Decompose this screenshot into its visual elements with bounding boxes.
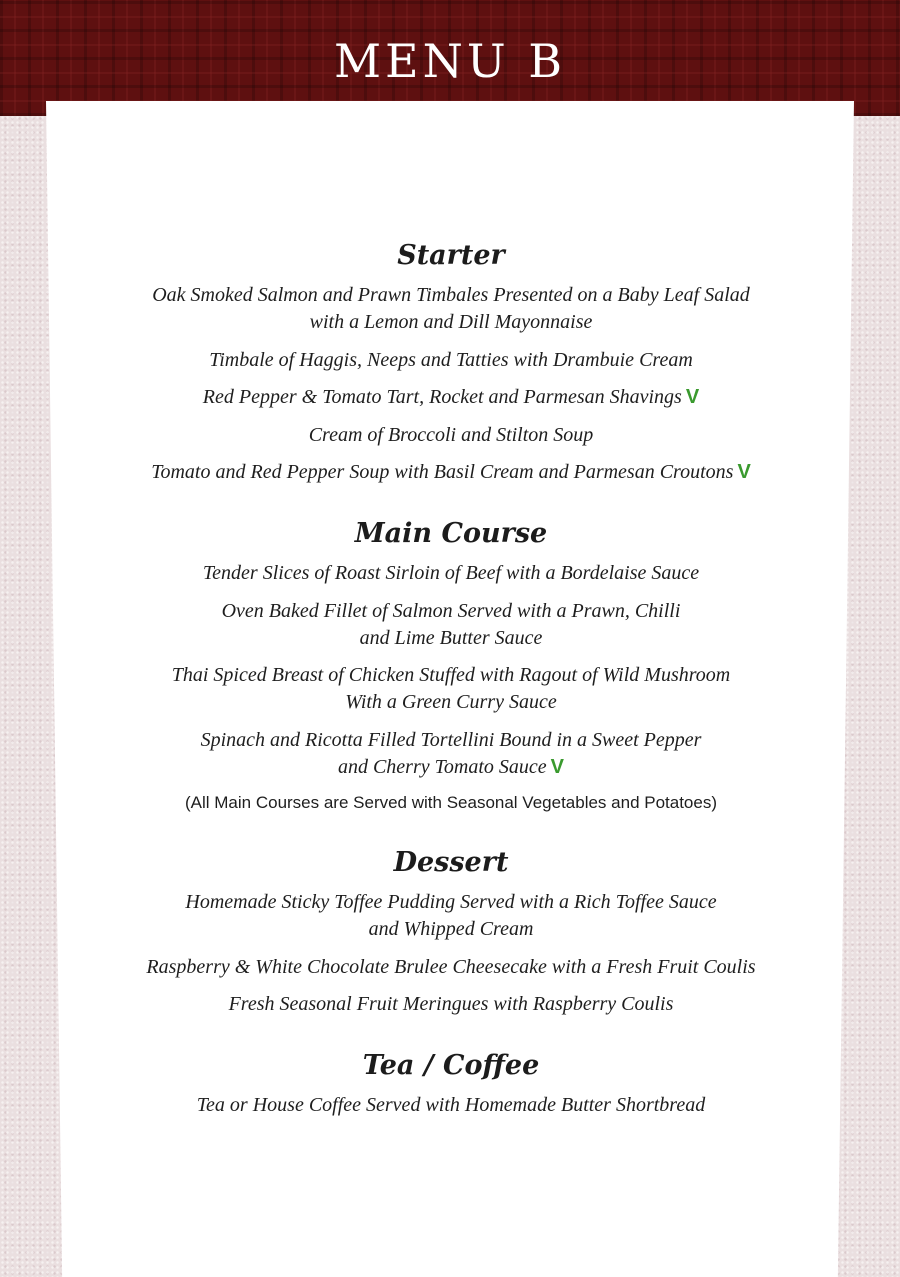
- menu-item-line: Tender Slices of Roast Sirloin of Beef with a Bordelaise Sauce: [202, 562, 700, 584]
- main-course-items: [60, 560, 842, 781]
- menu-item-text: Red Pepper & Tomato Tart, Rocket and Parmesan Shavings: [202, 386, 682, 408]
- menu-item-line: Raspberry & White Chocolate Brulee Cheesecake with a Fresh Fruit Coulis: [146, 955, 756, 978]
- menu-item-line: [60, 754, 842, 781]
- header-banner: [0, 0, 900, 116]
- section-dessert: [60, 843, 842, 1018]
- menu-item: [60, 459, 842, 486]
- menu-item: [60, 282, 842, 336]
- section-title-starter: Starter: [397, 240, 505, 271]
- menu-item-line: Oven Baked Fillet of Salmon Served with a Prawn, Chilli: [221, 599, 681, 622]
- section-main-course: [60, 514, 842, 815]
- menu-item: [60, 1092, 842, 1119]
- menu-item: [60, 991, 842, 1018]
- menu-item-line: and Lime Butter Sauce: [359, 626, 543, 649]
- tea-coffee-items: [60, 1092, 842, 1119]
- menu-item-line: Thai Spiced Breast of Chicken Stuffed with Ragout of Wild Mushroom: [171, 664, 731, 686]
- section-starter: [60, 236, 842, 486]
- section-tea-coffee: [60, 1046, 842, 1119]
- menu-item-line: Timbale of Haggis, Neeps and Tatties with Drambuie Cream: [209, 348, 693, 371]
- menu-item: [60, 560, 842, 587]
- menu-item: [60, 662, 842, 716]
- dessert-items: [60, 889, 842, 1018]
- menu-item-line: Tea or House Coffee Served with Homemade Butter Shortbread: [196, 1094, 706, 1116]
- menu-item: [60, 954, 842, 981]
- starter-items: [60, 282, 842, 486]
- menu-item-text: Tomato and Red Pepper Soup with Basil Cream and Parmesan Croutons: [151, 461, 734, 483]
- menu-item: [60, 347, 842, 374]
- menu-item: [60, 889, 842, 943]
- menu-item-line: with a Lemon and Dill Mayonnaise: [309, 311, 593, 333]
- menu-item: [60, 384, 842, 411]
- menu-item-line: Cream of Broccoli and Stilton Soup: [308, 423, 594, 446]
- vegetarian-icon: V: [685, 386, 700, 408]
- menu-item: [60, 598, 842, 652]
- menu-content: [60, 236, 842, 1130]
- vegetarian-icon: V: [550, 755, 565, 778]
- menu-item-line: With a Green Curry Sauce: [345, 691, 557, 713]
- menu-item-line: and Whipped Cream: [368, 918, 534, 940]
- menu-item: [60, 727, 842, 781]
- main-course-note: (All Main Courses are Served with Seasonal Vegetables and Potatoes): [184, 793, 718, 812]
- menu-title: MENU B: [333, 34, 567, 88]
- section-title-tea-coffee: Tea / Coffee: [362, 1050, 540, 1081]
- section-title-dessert: Dessert: [393, 847, 509, 878]
- section-title-main-course: Main Course: [354, 518, 548, 549]
- vegetarian-icon: V: [737, 461, 751, 483]
- menu-item-line: Spinach and Ricotta Filled Tortellini Bound in a Sweet Pepper: [200, 728, 702, 751]
- menu-item: [60, 422, 842, 449]
- menu-item-line: [60, 459, 842, 486]
- menu-item-line: Fresh Seasonal Fruit Meringues with Raspberry Coulis: [228, 993, 674, 1015]
- menu-item-line: Oak Smoked Salmon and Prawn Timbales Presented on a Baby Leaf Salad: [152, 284, 750, 306]
- menu-item-line: [60, 384, 842, 411]
- menu-item-text: and Cherry Tomato Sauce: [337, 755, 547, 778]
- menu-item-line: Homemade Sticky Toffee Pudding Served with a Rich Toffee Sauce: [185, 891, 717, 913]
